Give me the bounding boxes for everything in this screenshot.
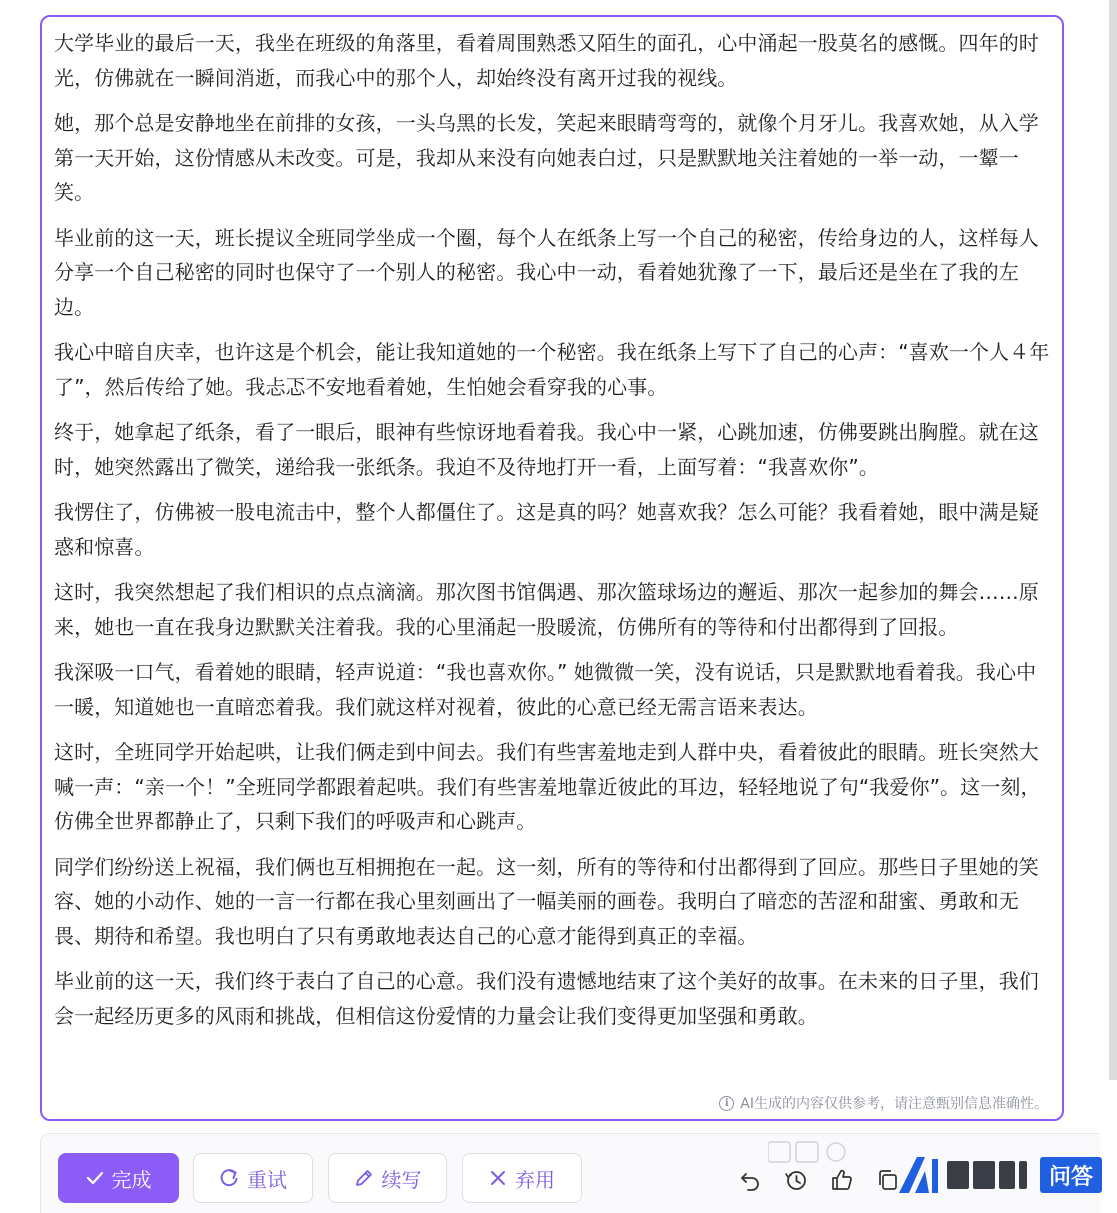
refresh-icon — [219, 1168, 239, 1188]
brand-tag: 问答 — [1048, 1165, 1094, 1190]
disclaimer-text: AI生成的内容仅供参考，请注意甄别信息准确性。 — [740, 1096, 1048, 1112]
paragraph-8: 我深吸一口气，看着她的眼睛，轻声说道：“我也喜欢你。” 她微微一笑，没有说话，只是默默地看着我。我心中一暖，知道她也一直暗恋着我。我们就这样对视着，彼此的心意已经无需言语来表达。 — [54, 660, 1037, 719]
paragraph-1: 大学毕业的最后一天，我坐在班级的角落里，看着周围熟悉又陌生的面孔，心中涌起一股莫名的感慨。四年的时光，仿佛就在一瞬间消逝，而我心中的那个人，却始终没有离开过我的视线。 — [54, 31, 1039, 90]
done-label: 完成 — [111, 1167, 152, 1192]
undo-icon[interactable] — [736, 1166, 764, 1194]
paragraph-10: 同学们纷纷送上祝福，我们俩也互相拥抱在一起。这一刻，所有的等待和付出都得到了回应。那些日子里她的笑容、她的小动作、她的一言一行都在我心里刻画出了一幅美丽的画卷。我明白了暗恋的苦涩和甜蜜、勇敢和无畏、期待和希望。我也明白了只有勇敢地表达自己的心意才能得到真正的幸福。 — [54, 854, 1039, 948]
paragraph-6: 我愣住了，仿佛被一股电流击中，整个人都僵住了。这是真的吗？她喜欢我？怎么可能？我看着她，眼中满是疑惑和惊喜。 — [54, 500, 1039, 559]
ai-result-card — [40, 15, 1064, 1121]
brand-logo-icon — [895, 1155, 1105, 1195]
paragraph-9: 这时，全班同学开始起哄，让我们俩走到中间去。我们有些害羞地走到人群中央，看着彼此的眼睛。班长突然大喊一声：“亲一个！”全班同学都跟着起哄。我们有些害羞地靠近彼此的耳边，轻轻地说了句“我爱你”。这一刻，仿佛全世界都静止了，只剩下我们的呼吸声和心跳声。 — [54, 740, 1041, 833]
paragraph-2: 她，那个总是安静地坐在前排的女孩，一头乌黑的长发，笑起来眼睛弯弯的，就像个月牙儿。我喜欢她，从入学第一天开始，这份情感从未改变。可是，我却从来没有向她表白过，只是默默地关注着她的一举一动，一颦一笑。 — [54, 111, 1039, 204]
paragraph-3: 毕业前的这一天，班长提议全班同学坐成一个圈，每个人在纸条上写一个自己的秘密，传给身边的人，这样每人分享一个自己秘密的同时也保守了一个别人的秘密。我心中一动，看着她犹豫了一下，最后还是坐在了我的左边。 — [54, 225, 1039, 319]
discard-label: 弃用 — [515, 1167, 555, 1192]
close-icon — [489, 1169, 507, 1187]
paragraph-11: 毕业前的这一天，我们终于表白了自己的心意。我们没有遗憾地结束了这个美好的故事。在未来的日子里，我们会一起经历更多的风雨和挑战，但相信这份爱情的力量会让我们变得更加坚强和勇敢。 — [54, 969, 1039, 1028]
retry-label: 重试 — [247, 1167, 287, 1192]
discard-button[interactable] — [462, 1153, 582, 1203]
done-button[interactable] — [58, 1153, 179, 1203]
continue-writing-button[interactable] — [328, 1153, 447, 1203]
paragraph-4: 我心中暗自庆幸，也许这是个机会，能让我知道她的一个秘密。我在纸条上写下了自己的心声：“喜欢一个人４年了”，然后传给了她。我忐忑不安地看着她，生怕她会看穿我的心事。 — [54, 340, 1050, 399]
thumbs-up-icon[interactable] — [828, 1166, 856, 1194]
secondary-actions — [736, 1166, 902, 1194]
info-icon: i — [719, 1096, 734, 1111]
watermark-graphic — [768, 1136, 868, 1166]
ai-disclaimer — [719, 1093, 1048, 1113]
check-icon — [86, 1171, 104, 1185]
retry-button[interactable] — [193, 1153, 313, 1203]
continue-label: 续写 — [381, 1167, 422, 1192]
paragraph-7: 这时，我突然想起了我们相识的点点滴滴。那次图书馆偶遇、那次篮球场边的邂逅、那次一起参加的舞会……原来，她也一直在我身边默默关注着我。我的心里涌起一股暖流，仿佛所有的等待和付出都得到了回报。 — [54, 580, 1039, 639]
page-scrollbar[interactable] — [1109, 0, 1117, 1080]
pencil-icon — [354, 1168, 374, 1188]
history-icon[interactable] — [782, 1166, 810, 1194]
paragraph-5: 终于，她拿起了纸条，看了一眼后，眼神有些惊讶地看着我。我心中一紧，心跳加速，仿佛要跳出胸膛。就在这时，她突然露出了微笑，递给我一张纸条。我迫不及待地打开一看，上面写着：“我喜欢你”。 — [54, 420, 1039, 479]
